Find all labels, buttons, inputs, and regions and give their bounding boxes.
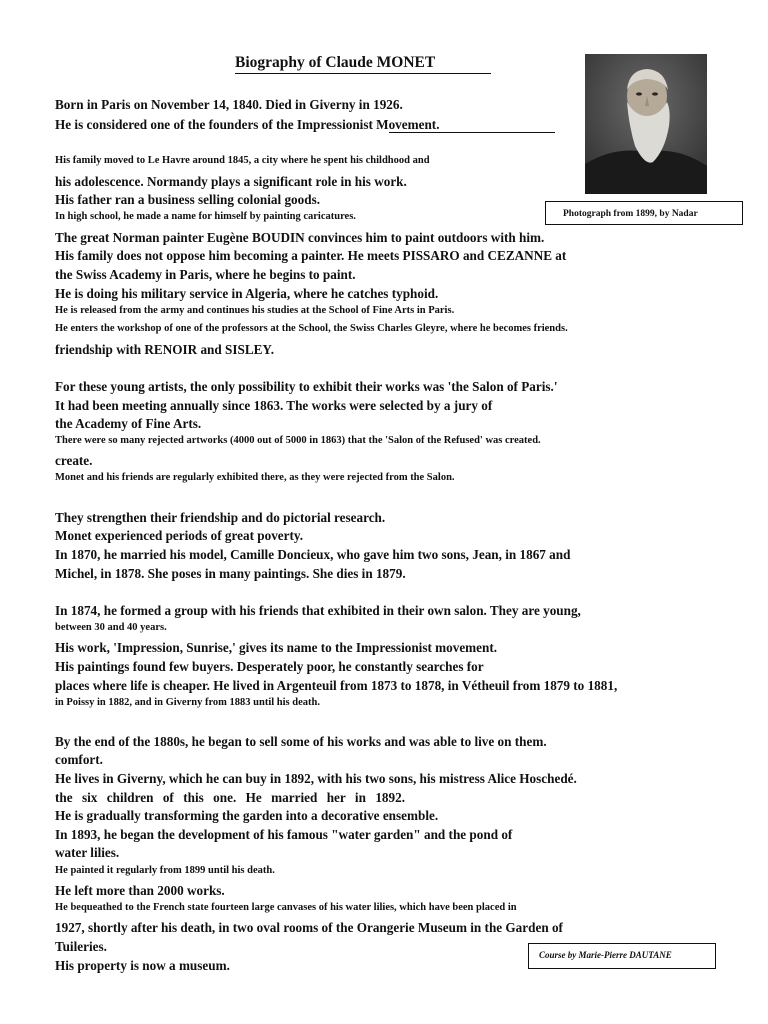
text-line: In 1893, he began the development of his famous "water garden" and the pond of — [55, 827, 513, 842]
text-line: places where life is cheaper. He lived in Argenteuil from 1873 to 1878, in Vétheuil from 1879 to 1881, — [55, 678, 618, 693]
text-line: He left more than 2000 works. — [55, 883, 225, 898]
text-line: By the end of the 1880s, he began to sell some of his works and was able to live on them. — [55, 734, 547, 749]
text-line: In 1870, he married his model, Camille Doncieux, who gave him two sons, Jean, in 1867 and — [55, 547, 571, 562]
text-line: Monet experienced periods of great poverty. — [55, 528, 304, 543]
text-line: It had been meeting annually since 1863. The works were selected by a jury of — [55, 398, 493, 413]
text-line: comfort. — [55, 752, 103, 767]
portrait-photo — [585, 54, 707, 194]
text-line: He bequeathed to the French state fourteen large canvases of his water lilies, which have been placed in — [55, 902, 517, 913]
text-line: Born in Paris on November 14, 1840. Died in Giverny in 1926. — [55, 97, 403, 112]
text-line: His work, 'Impression, Sunrise,' gives its name to the Impressionist movement. — [55, 640, 498, 655]
text-line: 1927, shortly after his death, in two oval rooms of the Orangerie Museum in the Garden of — [55, 920, 563, 935]
text-line: Tuileries. — [55, 939, 107, 954]
text-line: For these young artists, the only possibility to exhibit their works was 'the Salon of Paris.' — [55, 379, 558, 394]
text-line: He enters the workshop of one of the professors at the School, the Swiss Charles Gleyre, where he becomes friends. — [55, 323, 568, 334]
photo-caption: Photograph from 1899, by Nadar — [545, 201, 743, 225]
text-line: The great Norman painter Eugène BOUDIN convinces him to paint outdoors with him. — [55, 230, 545, 245]
course-credit: Course by Marie-Pierre DAUTANE — [528, 943, 716, 969]
text-line — [55, 790, 405, 806]
text-line: the Academy of Fine Arts. — [55, 416, 202, 431]
text-line: His property is now a museum. — [55, 958, 230, 973]
text-line: There were so many rejected artworks (4000 out of 5000 in 1863) that the 'Salon of the Refused' was created. — [55, 435, 541, 446]
text-line: He lives in Giverny, which he can buy in 1892, with his two sons, his mistress Alice Hoschedé. — [55, 771, 577, 786]
text-line: his adolescence. Normandy plays a significant role in his work. — [55, 174, 407, 189]
text-line: friendship with RENOIR and SISLEY. — [55, 342, 275, 357]
text-line: in Poissy in 1882, and in Giverny from 1883 until his death. — [55, 697, 320, 708]
text-line-justified: the six children of this one. He married her in 1892. — [55, 790, 405, 805]
text-line: His family moved to Le Havre around 1845, a city where he spent his childhood and — [55, 155, 430, 166]
text-line: His family does not oppose him becoming a painter. He meets PISSARO and CEZANNE at — [55, 248, 567, 263]
text-line: Michel, in 1878. She poses in many paintings. She dies in 1879. — [55, 566, 406, 581]
text-line: between 30 and 40 years. — [55, 622, 167, 633]
text-line: water lilies. — [55, 845, 120, 860]
text-line: He is considered one of the founders of the Impressionist Movement. — [55, 117, 440, 132]
text-line: He is gradually transforming the garden into a decorative ensemble. — [55, 808, 439, 823]
text-line: He painted it regularly from 1899 until his death. — [55, 865, 275, 876]
text-line: In high school, he made a name for himself by painting caricatures. — [55, 211, 356, 222]
text-line: He is doing his military service in Algeria, where he catches typhoid. — [55, 286, 439, 301]
text-line: the Swiss Academy in Paris, where he begins to paint. — [55, 267, 356, 282]
page-title: Biography of Claude MONET — [235, 54, 491, 74]
text-line: Monet and his friends are regularly exhibited there, as they were rejected from the Salon. — [55, 472, 455, 483]
text-line: His father ran a business selling colonial goods. — [55, 192, 321, 207]
text-line: His paintings found few buyers. Desperately poor, he constantly searches for — [55, 659, 484, 674]
text-line: They strengthen their friendship and do pictorial research. — [55, 510, 386, 525]
text-line: He is released from the army and continues his studies at the School of Fine Arts in Paris. — [55, 305, 455, 316]
text-line: In 1874, he formed a group with his friends that exhibited in their own salon. They are young, — [55, 603, 581, 618]
text-line: create. — [55, 453, 93, 468]
